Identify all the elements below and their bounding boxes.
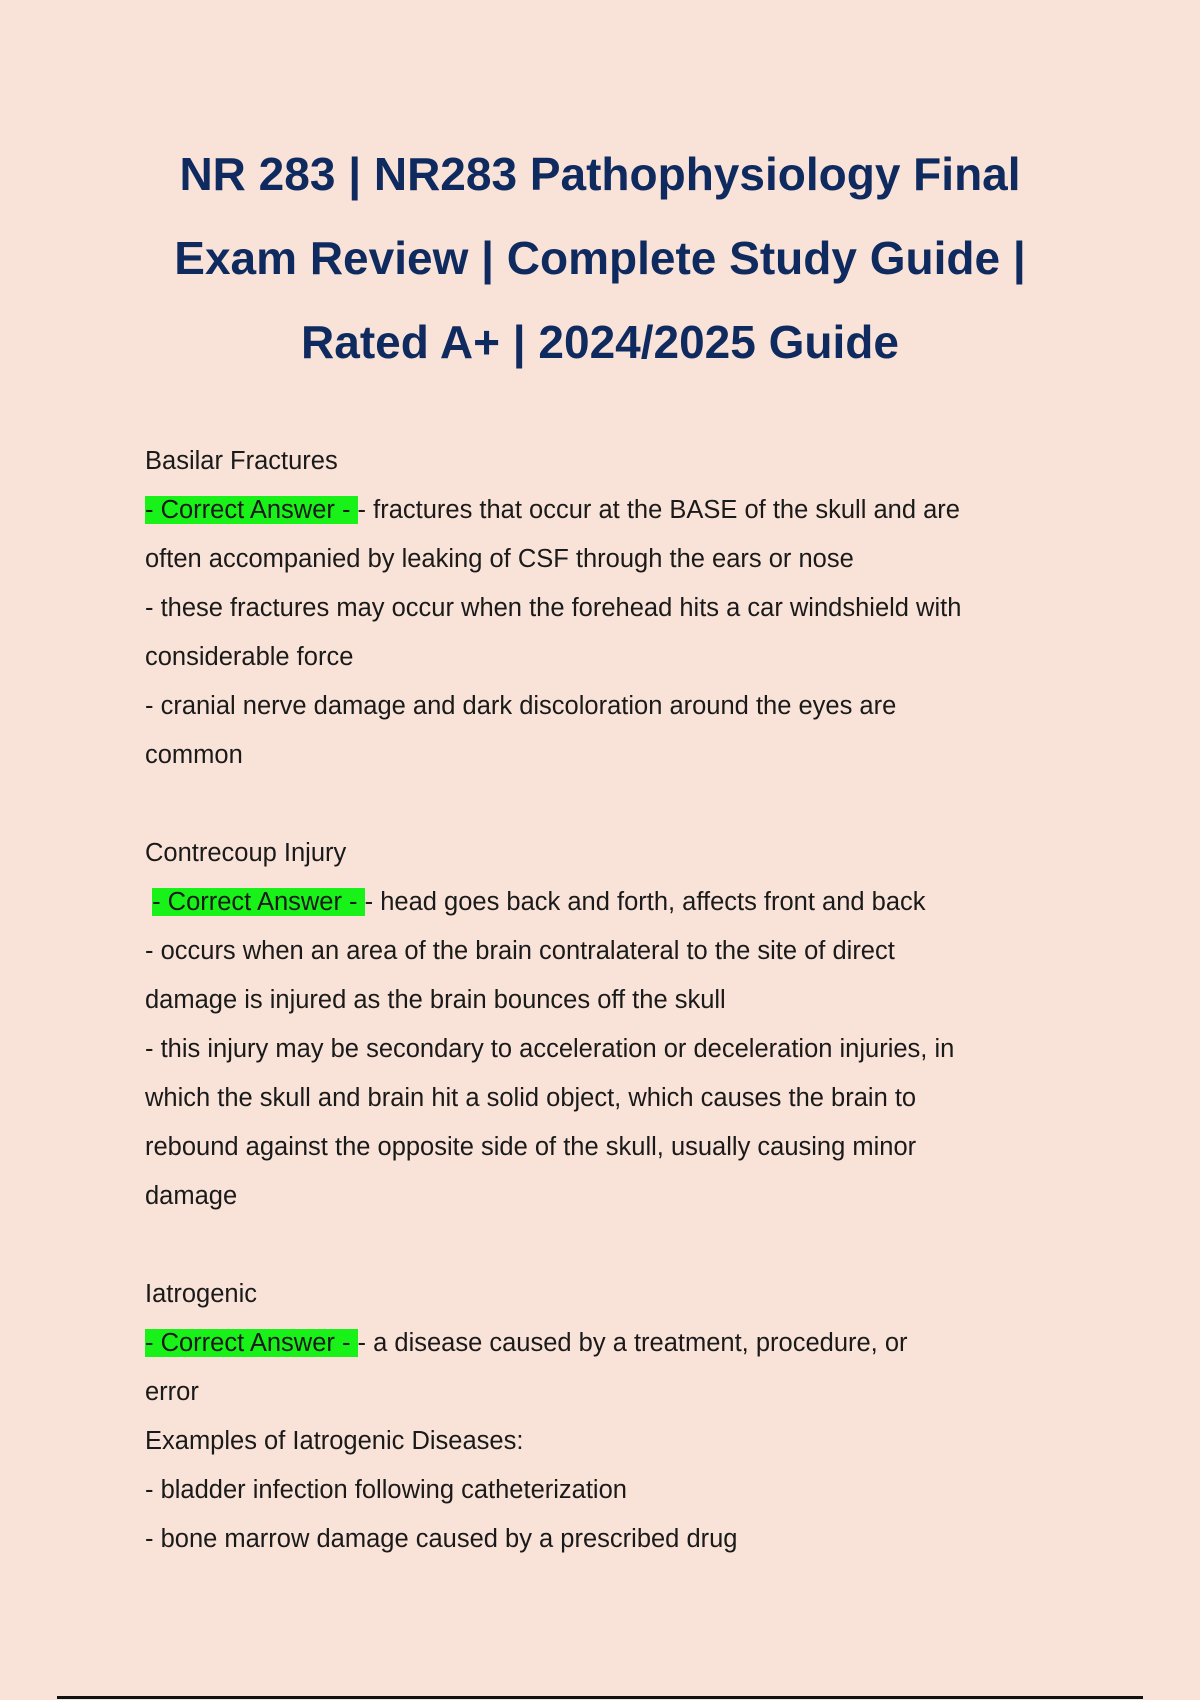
card-text-line: damage is injured as the brain bounces off the skull — [145, 986, 726, 1014]
title-line: Rated A+ | 2024/2025 Guide — [301, 316, 899, 368]
flashcard — [145, 829, 1095, 1221]
card-text-line: - bone marrow damage caused by a prescribed drug — [145, 1525, 738, 1553]
card-text-line: - these fractures may occur when the forehead hits a car windshield with — [145, 594, 962, 622]
title-line: Exam Review | Complete Study Guide | — [174, 232, 1026, 284]
card-term: Basilar Fractures — [145, 447, 338, 475]
card-text-line: often accompanied by leaking of CSF through the ears or nose — [145, 545, 854, 573]
correct-answer-highlight: - Correct Answer - — [145, 496, 358, 524]
flashcard — [145, 1270, 1095, 1564]
card-text-line: error — [145, 1378, 199, 1406]
correct-answer-highlight: - Correct Answer - — [145, 1329, 358, 1357]
answer-text: - fractures that occur at the BASE of the skull and are — [357, 496, 960, 524]
card-term: Contrecoup Injury — [145, 839, 347, 867]
flashcard-list — [145, 437, 1095, 1564]
card-term: Iatrogenic — [145, 1280, 257, 1308]
spacer — [145, 1221, 1095, 1270]
title-line: NR 283 | NR283 Pathophysiology Final — [179, 148, 1021, 200]
card-text-line: - occurs when an area of the brain contralateral to the site of direct — [145, 937, 895, 965]
card-answer-line — [145, 486, 1095, 535]
card-text-line: - cranial nerve damage and dark discoloration around the eyes are — [145, 692, 897, 720]
answer-text: - head goes back and forth, affects front and back — [364, 888, 926, 916]
card-answer-line — [145, 1319, 1095, 1368]
correct-answer-highlight: - Correct Answer - — [152, 888, 365, 916]
document-title — [100, 132, 1100, 384]
card-text-line: - bladder infection following catheterization — [145, 1476, 627, 1504]
card-text-line: Examples of Iatrogenic Diseases: — [145, 1427, 524, 1455]
card-text-line: which the skull and brain hit a solid object, which causes the brain to — [145, 1084, 917, 1112]
card-text-line: damage — [145, 1182, 238, 1210]
card-text-line: - this injury may be secondary to acceleration or deceleration injuries, in — [145, 1035, 955, 1063]
footer-divider — [57, 1696, 1143, 1699]
answer-text: - a disease caused by a treatment, procedure, or — [357, 1329, 908, 1357]
card-text-line: rebound against the opposite side of the skull, usually causing minor — [145, 1133, 917, 1161]
card-text-line: considerable force — [145, 643, 354, 671]
spacer — [145, 780, 1095, 829]
card-answer-line — [145, 878, 1095, 927]
flashcard — [145, 437, 1095, 780]
card-text-line: common — [145, 741, 243, 769]
